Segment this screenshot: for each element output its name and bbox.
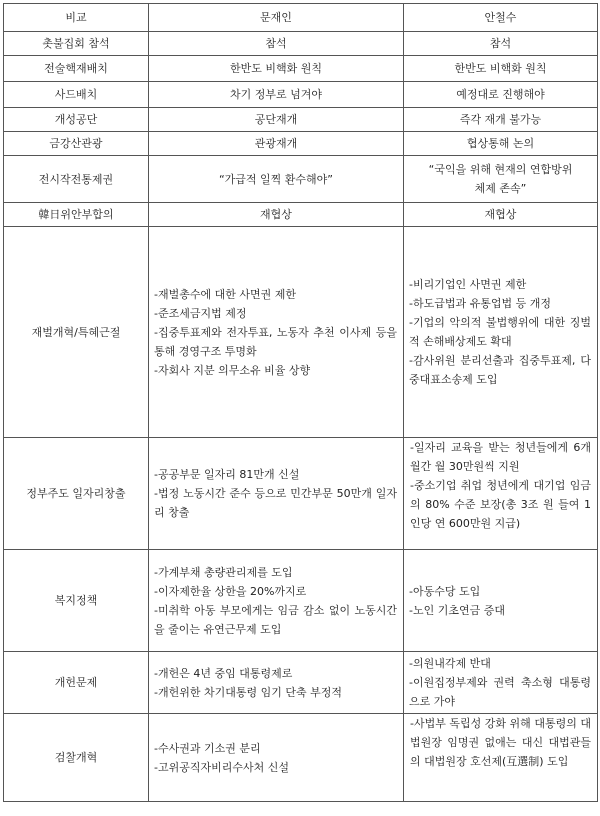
table-row xyxy=(4,82,598,108)
table-row xyxy=(4,652,598,714)
comparison-table xyxy=(3,3,598,802)
row-topic: 개헌문제 xyxy=(4,652,149,714)
header-compare: 비교 xyxy=(4,4,149,32)
moon-item: -공공부문 일자리 81만개 신설 xyxy=(154,468,300,481)
moon-item: -법정 노동시간 준수 등으로 민간부문 50만개 일자리 창출 xyxy=(154,487,397,519)
moon-cell xyxy=(149,550,404,652)
ahn-cell xyxy=(404,438,598,550)
moon-cell: 재협상 xyxy=(149,203,404,227)
table-row xyxy=(4,32,598,56)
ahn-item: -하도급법과 유통업법 등 개정 xyxy=(409,297,551,310)
moon-cell xyxy=(149,652,404,714)
ahn-item: -비리기업인 사면권 제한 xyxy=(409,278,527,291)
table-row xyxy=(4,438,598,550)
table-row xyxy=(4,132,598,156)
ahn-cell: 재협상 xyxy=(404,203,598,227)
ahn-item: -기업의 악의적 불법행위에 대한 징벌적 손해배상제도 확대 xyxy=(409,316,591,348)
table-row xyxy=(4,714,598,802)
moon-item: -재벌총수에 대한 사면권 제한 xyxy=(154,287,296,301)
moon-item: -이자제한율 상한을 20%까지로 xyxy=(154,584,307,598)
table-row xyxy=(4,227,598,438)
row-topic: 검찰개혁 xyxy=(4,714,149,802)
ahn-cell: 참석 xyxy=(404,32,598,56)
moon-item: -자회사 지분 의무소유 비율 상향 xyxy=(154,363,311,377)
table-row xyxy=(4,203,598,227)
ahn-line: “국익을 위해 현재의 연합방위 xyxy=(428,163,573,176)
moon-item: -가계부채 총량관리제를 도입 xyxy=(154,565,293,579)
ahn-line: 체제 존속” xyxy=(474,182,527,195)
ahn-cell xyxy=(404,227,598,438)
ahn-item: -이원집정부제와 권력 축소형 대통령으로 가야 xyxy=(409,676,591,708)
ahn-item: -아동수당 도입 xyxy=(409,584,481,598)
ahn-cell xyxy=(404,652,598,714)
ahn-item: -감사위원 분리선출과 집중투표제, 다중대표소송제 도입 xyxy=(409,354,591,386)
moon-cell: 참석 xyxy=(149,32,404,56)
moon-cell: 차기 정부로 넘겨야 xyxy=(149,82,404,108)
table-row xyxy=(4,108,598,132)
ahn-cell xyxy=(404,714,598,802)
ahn-item: -일자리 교육을 받는 청년들에게 6개월간 월 30만원씩 지원 xyxy=(410,441,591,473)
header-ahn: 안철수 xyxy=(404,4,598,32)
row-topic: 금강산관광 xyxy=(4,132,149,156)
moon-cell xyxy=(149,714,404,802)
ahn-cell: 협상통해 논의 xyxy=(404,132,598,156)
moon-item: -개헌위한 차기대통령 임기 단축 부정적 xyxy=(154,685,342,699)
ahn-cell xyxy=(404,156,598,203)
ahn-cell xyxy=(404,550,598,652)
ahn-item: -의원내각제 반대 xyxy=(409,657,491,670)
moon-cell: 공단재개 xyxy=(149,108,404,132)
table-row xyxy=(4,156,598,203)
moon-cell: 관광재개 xyxy=(149,132,404,156)
row-topic: 전시작전통제권 xyxy=(4,156,149,203)
table-row xyxy=(4,550,598,652)
moon-cell xyxy=(149,438,404,550)
moon-cell: 한반도 비핵화 원칙 xyxy=(149,56,404,82)
ahn-cell: 예정대로 진행해야 xyxy=(404,82,598,108)
row-topic: 사드배치 xyxy=(4,82,149,108)
moon-cell: “가급적 일찍 환수해야” xyxy=(149,156,404,203)
ahn-item: -중소기업 취업 청년에게 대기업 임금의 80% 수준 보장(총 3조 원 들여 1인당 연 600만원 지급) xyxy=(410,479,591,530)
row-topic: 개성공단 xyxy=(4,108,149,132)
moon-item: -수사권과 기소권 분리 xyxy=(154,741,261,755)
moon-item: -준조세금지법 제정 xyxy=(154,306,247,320)
ahn-item: -사법부 독립성 강화 위해 대통령의 대법원장 임명권 없애는 대신 대법관들의 대법원장 호선제(互選制) 도입 xyxy=(410,717,591,768)
row-topic: 재벌개혁/특혜근절 xyxy=(4,227,149,438)
row-topic: 전술핵재배치 xyxy=(4,56,149,82)
row-topic: 촛불집회 참석 xyxy=(4,32,149,56)
header-row xyxy=(4,4,598,32)
row-topic: 정부주도 일자리창출 xyxy=(4,438,149,550)
ahn-cell: 한반도 비핵화 원칙 xyxy=(404,56,598,82)
moon-item: -고위공직자비리수사처 신설 xyxy=(154,760,289,774)
header-moon: 문재인 xyxy=(149,4,404,32)
moon-cell xyxy=(149,227,404,438)
ahn-cell: 즉각 재개 불가능 xyxy=(404,108,598,132)
table-row xyxy=(4,56,598,82)
row-topic: 복지정책 xyxy=(4,550,149,652)
row-topic: 韓日위안부합의 xyxy=(4,203,149,227)
moon-item: -개헌은 4년 중임 대통령제로 xyxy=(154,666,293,680)
moon-item: -집중투표제와 전자투표, 노동자 추천 이사제 등을 통해 경영구조 투명화 xyxy=(154,325,397,358)
ahn-item: -노인 기초연금 증대 xyxy=(409,603,505,617)
moon-item: -미취학 아동 부모에게는 임금 감소 없이 노동시간을 줄이는 유연근무제 도입 xyxy=(154,603,397,636)
